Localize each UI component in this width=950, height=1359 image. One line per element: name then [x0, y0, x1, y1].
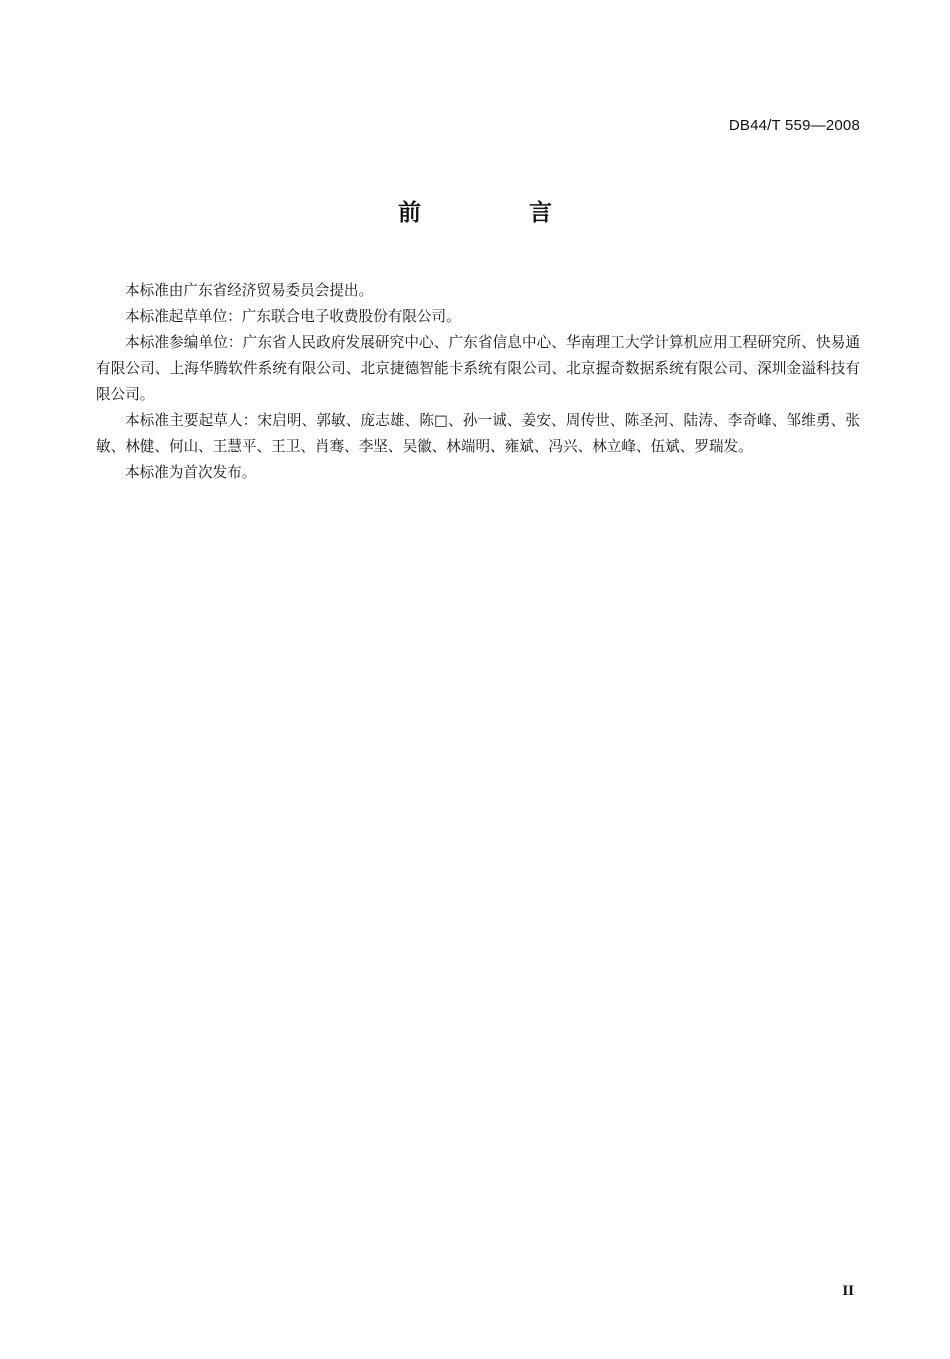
- foreword-body: [96, 278, 860, 486]
- page-title: 前 言: [397, 200, 602, 226]
- paragraph-first-release: 本标准为首次发布。: [125, 464, 257, 481]
- page-number: II: [842, 1283, 854, 1299]
- paragraph-main-drafters: 本标准主要起草人：宋启明、郭敏、庞志雄、陈□、孙一诚、姜安、周传世、陈圣河、陆涛、李奇峰、邹维勇、张敏、林健、何山、王慧平、王卫、肖骞、李坚、吴徽、林端明、雍斌、冯兴、林立峰、伍斌、罗瑞发。: [96, 412, 860, 455]
- paragraph-drafting-unit: 本标准起草单位：广东联合电子收费股份有限公司。: [125, 308, 461, 325]
- document-code: DB44/T 559—2008: [728, 117, 860, 134]
- paragraph-participating-units: 本标准参编单位：广东省人民政府发展研究中心、广东省信息中心、华南理工大学计算机应用工程研究所、快易通有限公司、上海华腾软件系统有限公司、北京捷德智能卡系统有限公司、北京握奇数据系统有限公司、深圳金溢科技有限公司。: [96, 334, 860, 403]
- paragraph-proposer: 本标准由广东省经济贸易委员会提出。: [125, 282, 374, 299]
